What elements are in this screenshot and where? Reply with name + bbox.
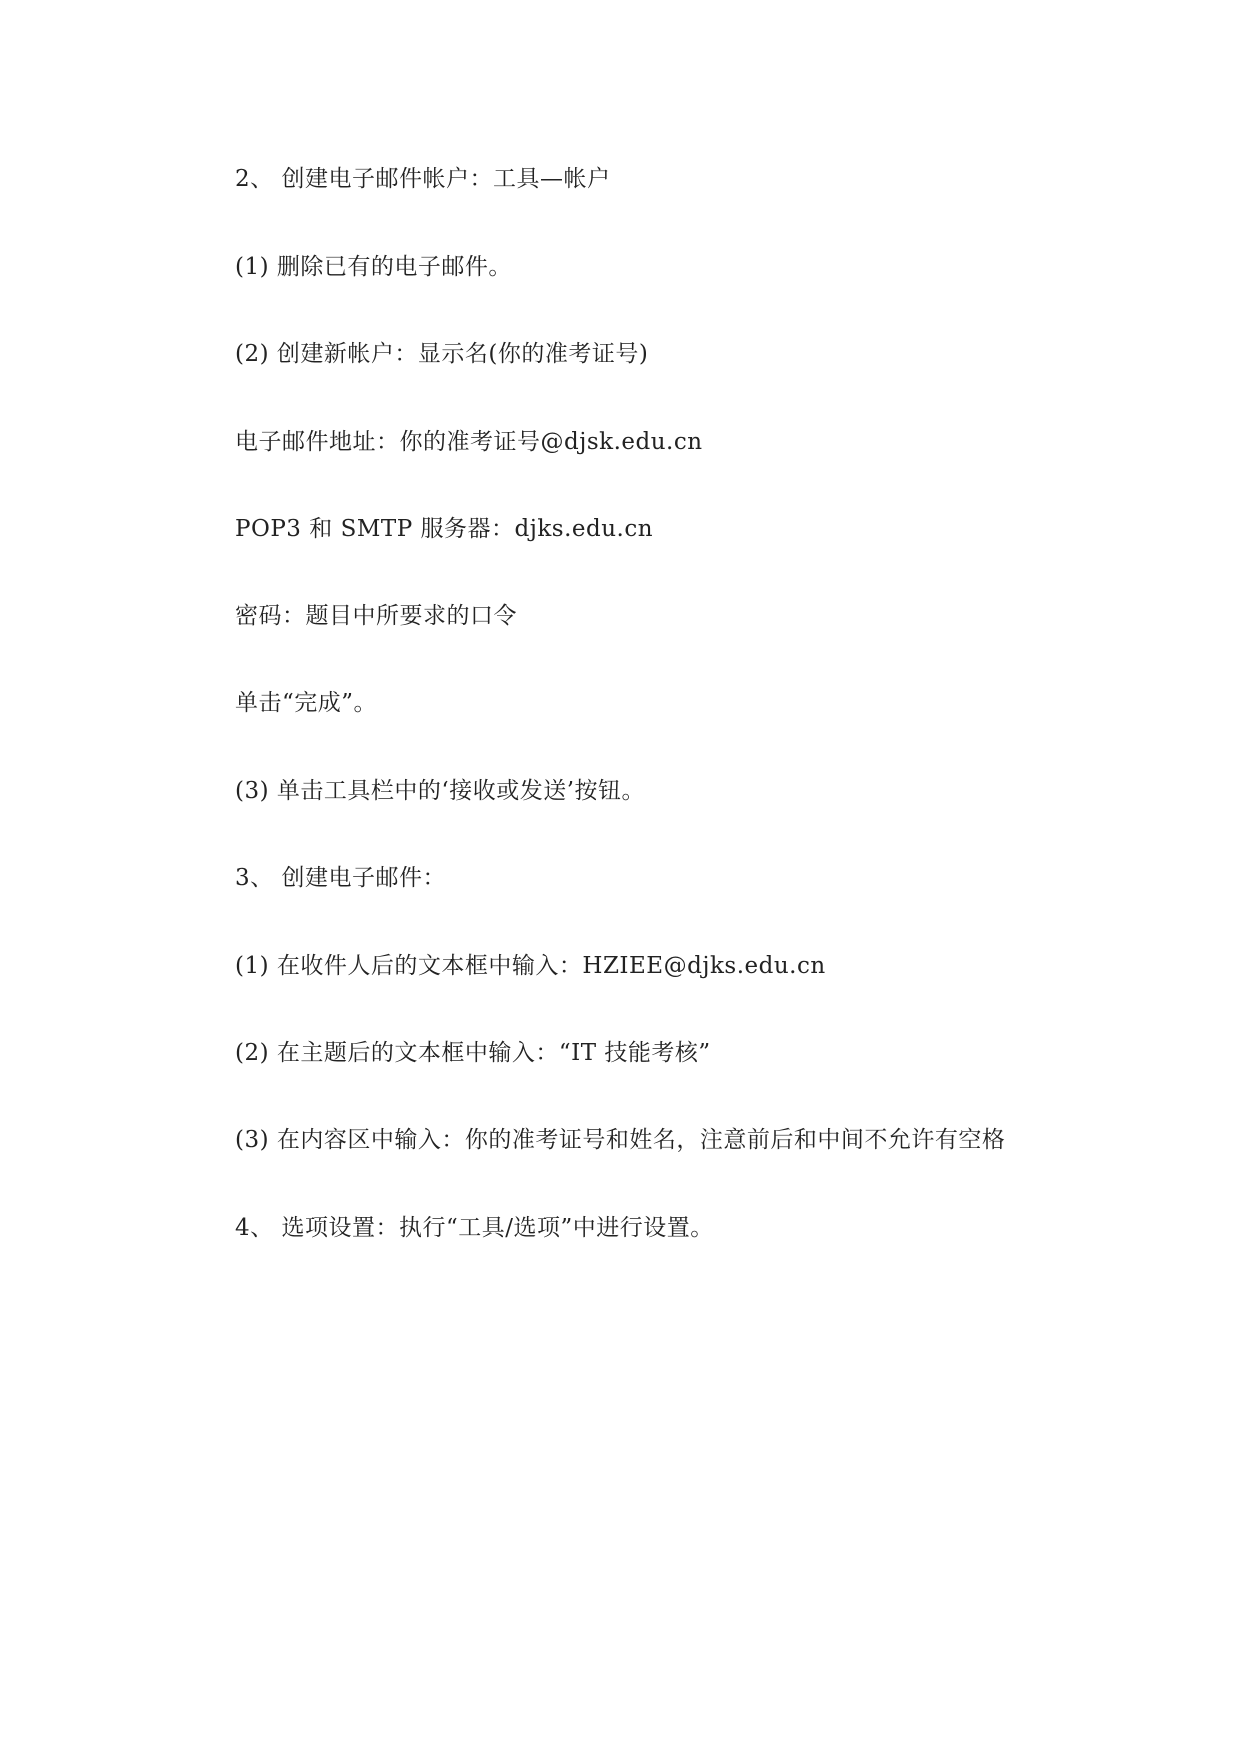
step-2-item-1: (1) 删除已有的电子邮件。	[235, 254, 512, 280]
server-line: POP3 和 SMTP 服务器：djks.edu.cn	[235, 516, 654, 542]
step-4-heading: 4、 选项设置：执行“工具/选项”中进行设置。	[235, 1215, 714, 1241]
step-2-heading: 2、 创建电子邮件帐户：工具—帐户	[235, 166, 611, 192]
password-line: 密码：题目中所要求的口令	[235, 603, 517, 629]
step-2-item-3: (3) 单击工具栏中的‘接收或发送’按钮。	[235, 778, 646, 804]
step-3-item-1: (1) 在收件人后的文本框中输入：HZIEE@djks.edu.cn	[235, 953, 826, 979]
finish-line: 单击“完成”。	[235, 690, 378, 716]
step-3-heading: 3、 创建电子邮件：	[235, 865, 446, 891]
step-2-item-2: (2) 创建新帐户：显示名(你的准考证号)	[235, 341, 649, 367]
email-address-line: 电子邮件地址：你的准考证号@djsk.edu.cn	[235, 429, 703, 455]
step-3-item-3: (3) 在内容区中输入：你的准考证号和姓名，注意前后和中间不允许有空格	[235, 1127, 1006, 1153]
step-3-item-2: (2) 在主题后的文本框中输入：“IT 技能考核”	[235, 1040, 711, 1066]
